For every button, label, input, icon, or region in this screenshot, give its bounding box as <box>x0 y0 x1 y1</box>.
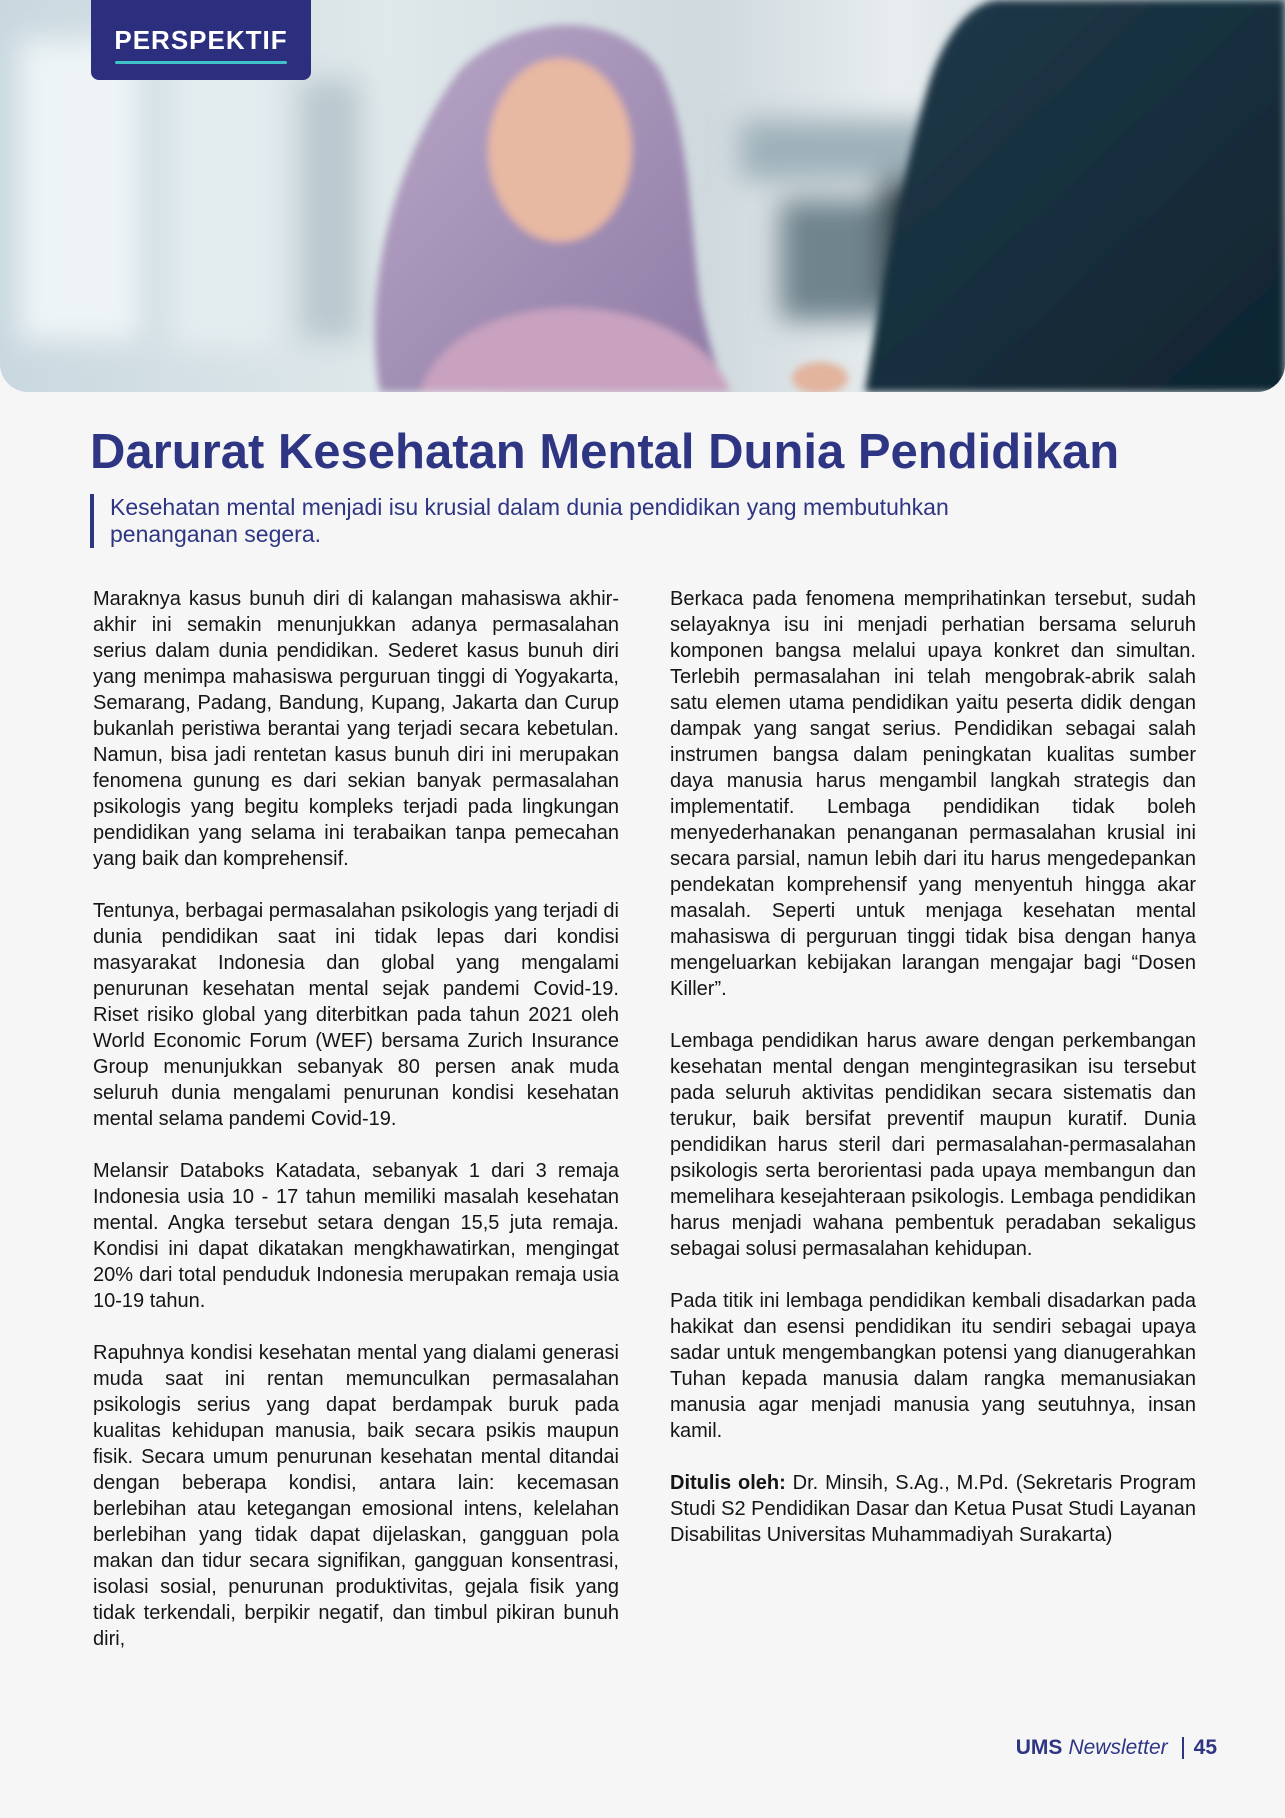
article-title: Darurat Kesehatan Mental Dunia Pendidikan <box>90 425 1120 479</box>
page-number: 45 <box>1193 1736 1217 1759</box>
paragraph: Pada titik ini lembaga pendidikan kembali disadarkan pada hakikat dan esensi pendidikan itu sendiri sebagai upaya sadar untuk mengembangkan potensi yang dianugerahkan Tuhan kepada manusia dalam rangka memanusiakan manusia agar menjadi manusia yang seutuhnya, insan kamil. <box>670 1290 1196 1442</box>
author-text: Dr. Minsih, S.Ag., M.Pd. (Sekretaris Program Studi S2 Pendidikan Dasar dan Ketua Pusat Studi Layanan Disabilitas Universitas Muhammadiyah Surakarta) <box>670 1472 1196 1546</box>
paragraph: Melansir Databoks Katadata, sebanyak 1 dari 3 remaja Indonesia usia 10 - 17 tahun memiliki masalah kesehatan mental. Angka tersebut setara dengan 15,5 juta remaja. Kondisi ini dapat dikatakan mengkhawatirkan, mengingat 20% dari total penduduk Indonesia merupakan remaja usia 10-19 tahun. <box>93 1160 619 1312</box>
author-label: Ditulis oleh: <box>670 1472 786 1494</box>
author-credit <box>670 1470 1196 1548</box>
tag-underline <box>115 61 287 64</box>
footer-divider <box>1182 1737 1184 1759</box>
section-tag-label: PERSPEKTIF <box>114 24 288 55</box>
paragraph: Lembaga pendidikan harus aware dengan perkembangan kesehatan mental dengan mengintegrasikan isu tersebut pada seluruh aktivitas pendidikan secara sistematis dan terukur, baik bersifat preventif maupun kuratif. Dunia pendidikan harus steril dari permasalahan-permasalahan psikologis serta berorientasi pada upaya membangun dan memelihara kesejahteraan psikologis. Lembaga pendidikan harus menjadi wahana pembentuk peradaban sekaligus sebagai solusi permasalahan kehidupan. <box>670 1030 1196 1260</box>
paragraph: Berkaca pada fenomena memprihatinkan tersebut, sudah selayaknya isu ini menjadi perhatian bersama seluruh komponen bangsa melalui upaya konkret dan simultan. Terlebih permasalahan ini telah mengobrak-abrik salah satu elemen utama pendidikan yaitu peserta didik dengan dampak yang sangat serius. Pendidikan sebagai salah instrumen bangsa dalam peningkatan kualitas sumber daya manusia harus mengambil langkah strategis dan implementatif. Lembaga pendidikan tidak boleh menyederhanakan penanganan permasalahan krusial ini secara parsial, namun lebih dari itu harus mengedepankan pendekatan komprehensif yang menyentuh hingga akar masalah. Seperti untuk menjaga kesehatan mental mahasiswa di perguruan tinggi tidak bisa dengan hanya mengeluarkan kebijakan larangan mengajar bagi “Dosen Killer”. <box>670 588 1196 1000</box>
hero-photo <box>0 0 1285 392</box>
article-subtitle: Kesehatan mental menjadi isu krusial dalam dunia pendidikan yang membutuhkan penanganan segera. <box>90 494 1010 548</box>
paragraph: Maraknya kasus bunuh diri di kalangan mahasiswa akhir-akhir ini semakin menunjukkan adanya permasalahan serius dalam dunia pendidikan. Sederet kasus bunuh diri yang menimpa mahasiswa perguruan tinggi di Yogyakarta, Semarang, Padang, Bandung, Kupang, Jakarta dan Curup bukanlah peristiwa berantai yang terjadi secara kebetulan. Namun, bisa jadi rentetan kasus bunuh diri ini merupakan fenomena gunung es dari sekian banyak permasalahan psikologis yang begitu kompleks terjadi pada lingkungan pendidikan yang selama ini terabaikan tanpa pemecahan yang baik dan komprehensif. <box>93 588 619 870</box>
section-tag <box>91 0 311 80</box>
paragraph: Tentunya, berbagai permasalahan psikologis yang terjadi di dunia pendidikan saat ini tidak lepas dari kondisi masyarakat Indonesia dan global yang mengalami penurunan kesehatan mental sejak pandemi Covid-19. Riset risiko global yang diterbitkan pada tahun 2021 oleh World Economic Forum (WEF) bersama Zurich Insurance Group menunjukkan sebanyak 80 persen anak muda seluruh dunia mengalami penurunan kondisi kesehatan mental selama pandemi Covid-19. <box>93 900 619 1130</box>
right-column <box>670 586 1196 1574</box>
footer-newsletter: Newsletter <box>1068 1736 1168 1759</box>
left-column <box>93 586 619 1678</box>
paragraph: Rapuhnya kondisi kesehatan mental yang dialami generasi muda saat ini rentan memunculkan permasalahan psikologis serius yang dapat berdampak buruk pada kualitas kehidupan manusia, baik secara psikis maupun fisik. Secara umum penurunan kesehatan mental ditandai dengan beberapa kondisi, antara lain: kecemasan berlebihan atau ketegangan emosional intens, kelelahan berlebihan yang tidak dapat dijelaskan, gangguan pola makan dan tidur secara signifikan, gangguan konsentrasi, isolasi sosial, penurunan produktivitas, gejala fisik yang tidak terkendali, berpikir negatif, dan timbul pikiran bunuh diri, <box>93 1342 619 1650</box>
page-footer <box>1016 1736 1217 1760</box>
footer-brand: UMS <box>1015 1736 1063 1759</box>
